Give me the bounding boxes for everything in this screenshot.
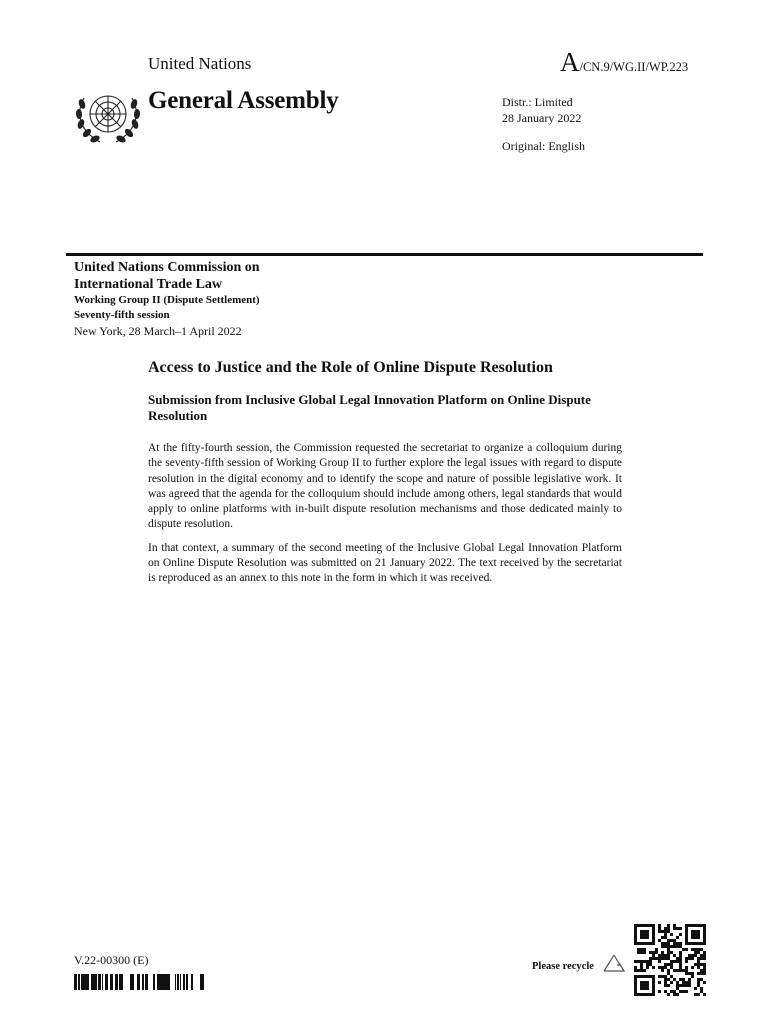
document-symbol-rest: /CN.9/WG.II/WP.223 (579, 60, 689, 74)
commission-name-line2: International Trade Law (74, 277, 223, 292)
paragraph: At the fifty-fourth session, the Commission requested the secretariat to organize a colloquium during the seventy-fifth session of Working Group II to further explore the legal issues with regard to dispute resolution in the digital economy and to identify the scope and nature of possible legislative work. It was agreed that the agenda for the colloquium should include among others, legal standards that would apply to online platforms with in-built dispute resolution mechanisms and those dedicated mainly to dispute resolution. (148, 442, 622, 531)
commission-block (74, 259, 260, 339)
original-language: Original: English (502, 139, 585, 153)
job-number: V.22-00300 (E) (74, 953, 149, 967)
qr-code (634, 924, 706, 996)
main-content (148, 358, 622, 595)
document-date: 28 January 2022 (502, 111, 582, 125)
header-divider (66, 253, 703, 256)
document-subtitle: Submission from Inclusive Global Legal Innovation Platform on Online Dispute Resolution (148, 392, 591, 423)
barcode (74, 974, 204, 990)
place-date: New York, 28 March–1 April 2022 (74, 324, 242, 338)
distribution-block (502, 94, 585, 154)
distribution-status: Distr.: Limited (502, 95, 573, 109)
document-title: Access to Justice and the Role of Online Dispute Resolution (148, 359, 553, 376)
body-name: General Assembly (148, 87, 339, 114)
working-group: Working Group II (Dispute Settlement) (74, 294, 260, 306)
commission-name-line1: United Nations Commission on (74, 260, 260, 275)
session: Seventy-fifth session (74, 309, 170, 321)
recycle-label: Please recycle (532, 961, 594, 972)
document-symbol (560, 47, 688, 78)
un-emblem-icon (70, 84, 148, 150)
document-symbol-letter: A (560, 47, 580, 77)
recycle-icon (600, 952, 628, 976)
org-name: United Nations (148, 54, 252, 73)
paragraph: In that context, a summary of the second meeting of the Inclusive Global Legal Innovation Platform on Online Dispute Resolution was submitted on 21 January 2022. The text received by the secretariat is reproduced as an annex to this note in the form in which it was received. (148, 541, 622, 585)
